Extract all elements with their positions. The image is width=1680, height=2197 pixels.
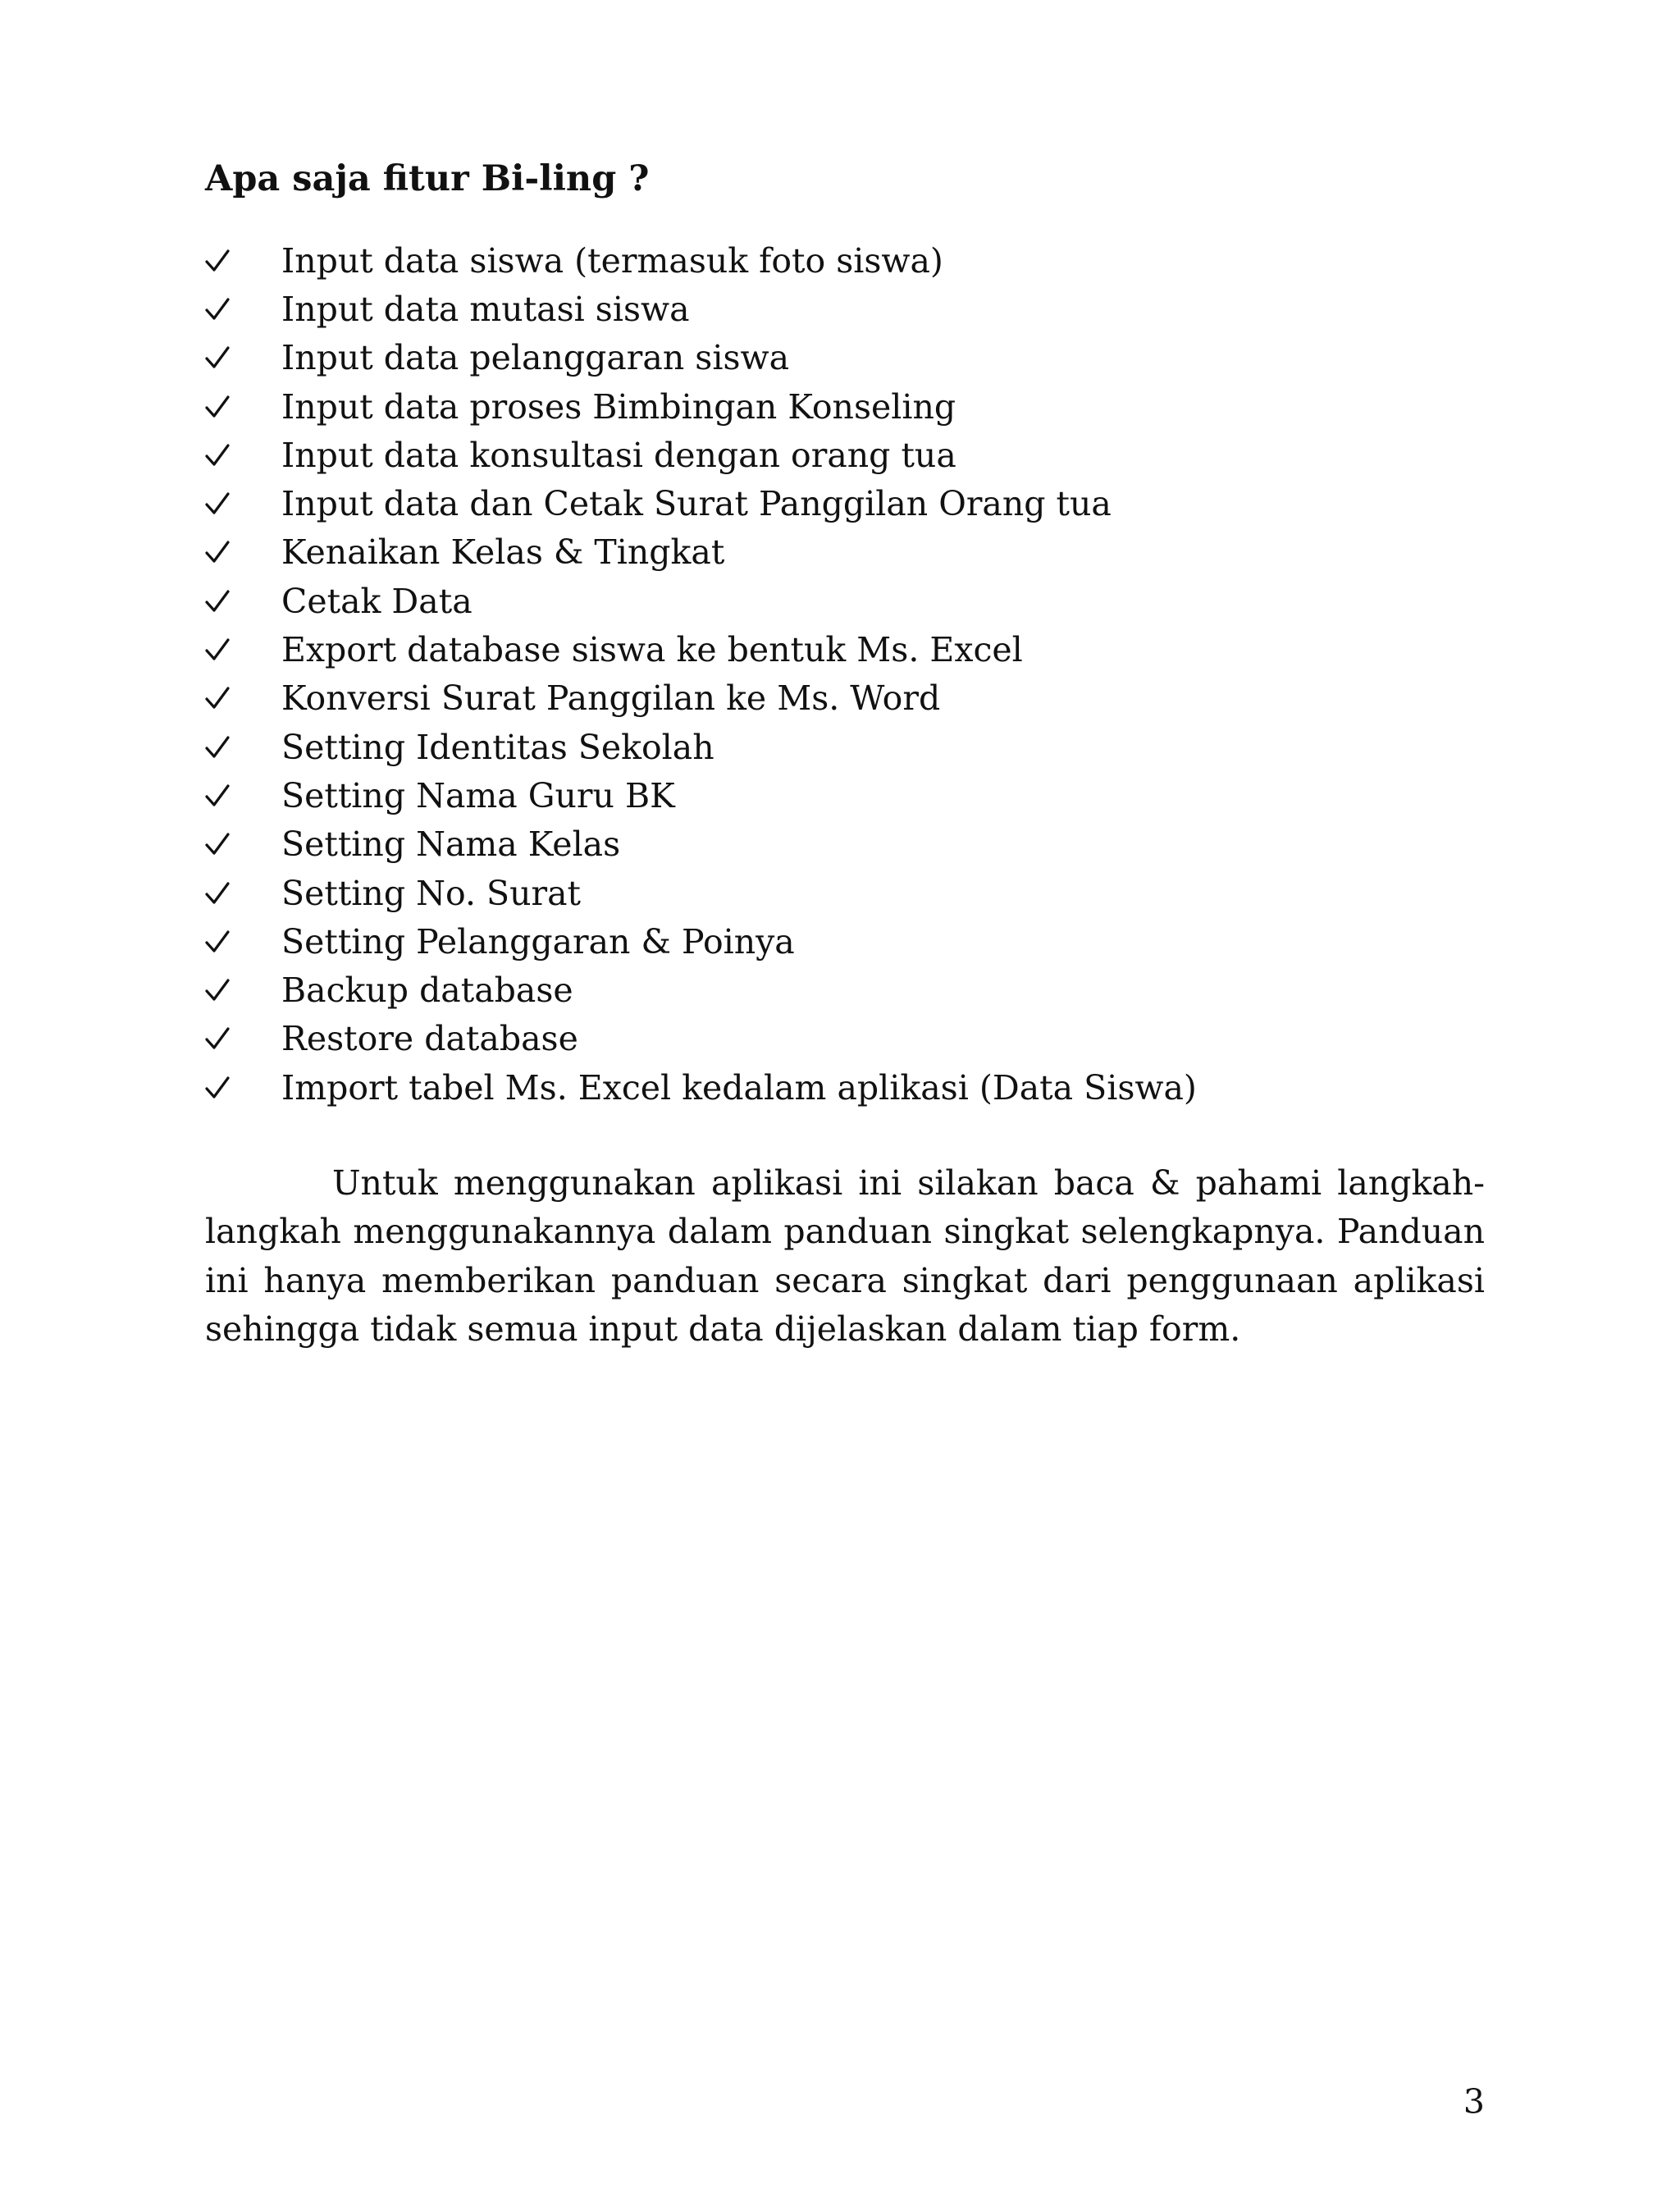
list-item: [205, 285, 1485, 333]
list-item: [205, 966, 1485, 1014]
feature-text: Input data siswa (termasuk foto siswa): [281, 240, 943, 281]
feature-text: Setting Nama Kelas: [281, 824, 621, 865]
feature-text: Import tabel Ms. Excel kedalam aplikasi (Data Siswa): [281, 1067, 1197, 1108]
feature-text: Setting No. Surat: [281, 873, 582, 913]
feature-text: Cetak Data: [281, 581, 472, 621]
feature-text: Input data mutasi siswa: [281, 289, 690, 329]
feature-text: Konversi Surat Panggilan ke Ms. Word: [281, 678, 941, 719]
list-item: [205, 674, 1485, 723]
list-item: [205, 1015, 1485, 1063]
feature-text: Export database siswa ke bentuk Ms. Excel: [281, 630, 1023, 670]
list-item: [205, 771, 1485, 820]
feature-text: Input data proses Bimbingan Konseling: [281, 386, 956, 427]
check-icon: [205, 736, 281, 759]
list-item: [205, 479, 1485, 528]
check-icon: [205, 444, 281, 467]
check-icon: [205, 882, 281, 905]
feature-list: [205, 236, 1485, 1112]
check-icon: [205, 590, 281, 613]
list-item: [205, 236, 1485, 285]
check-icon: [205, 492, 281, 515]
check-icon: [205, 541, 281, 564]
list-item: [205, 625, 1485, 674]
body-paragraph: Untuk menggunakan aplikasi ini silakan baca & pahami langkah-langkah menggunakannya dalam panduan singkat selengkapnya. Panduan ini hanya memberikan panduan secara singkat dari penggunaan aplikasi sehingga tidak semua input data dijelaskan dalam tiap form.: [205, 1163, 1485, 1349]
feature-text: Input data dan Cetak Surat Panggilan Orang tua: [281, 484, 1112, 524]
feature-text: Setting Pelanggaran & Poinya: [281, 921, 795, 961]
check-icon: [205, 979, 281, 1002]
check-icon: [205, 298, 281, 321]
page-number: 3: [1463, 2082, 1485, 2122]
check-icon: [205, 249, 281, 272]
feature-text: Kenaikan Kelas & Tingkat: [281, 532, 725, 573]
feature-text: Setting Identitas Sekolah: [281, 727, 714, 767]
list-item: [205, 528, 1485, 577]
feature-text: Input data pelanggaran siswa: [281, 338, 790, 378]
list-item: [205, 382, 1485, 431]
feature-text: Input data konsultasi dengan orang tua: [281, 435, 956, 475]
list-item: [205, 334, 1485, 382]
check-icon: [205, 930, 281, 953]
list-item: [205, 869, 1485, 917]
list-item: [205, 1063, 1485, 1112]
check-icon: [205, 1076, 281, 1099]
check-icon: [205, 638, 281, 661]
check-icon: [205, 395, 281, 418]
list-item: [205, 431, 1485, 479]
list-item: [205, 577, 1485, 625]
check-icon: [205, 346, 281, 369]
check-icon: [205, 1027, 281, 1050]
check-icon: [205, 784, 281, 807]
list-item: [205, 723, 1485, 771]
section-heading: Apa saja fitur Bi-ling ?: [205, 158, 650, 199]
check-icon: [205, 687, 281, 710]
feature-text: Restore database: [281, 1019, 578, 1059]
check-icon: [205, 833, 281, 856]
list-item: [205, 820, 1485, 869]
feature-text: Backup database: [281, 971, 573, 1011]
list-item: [205, 917, 1485, 966]
feature-text: Setting Nama Guru BK: [281, 775, 675, 815]
